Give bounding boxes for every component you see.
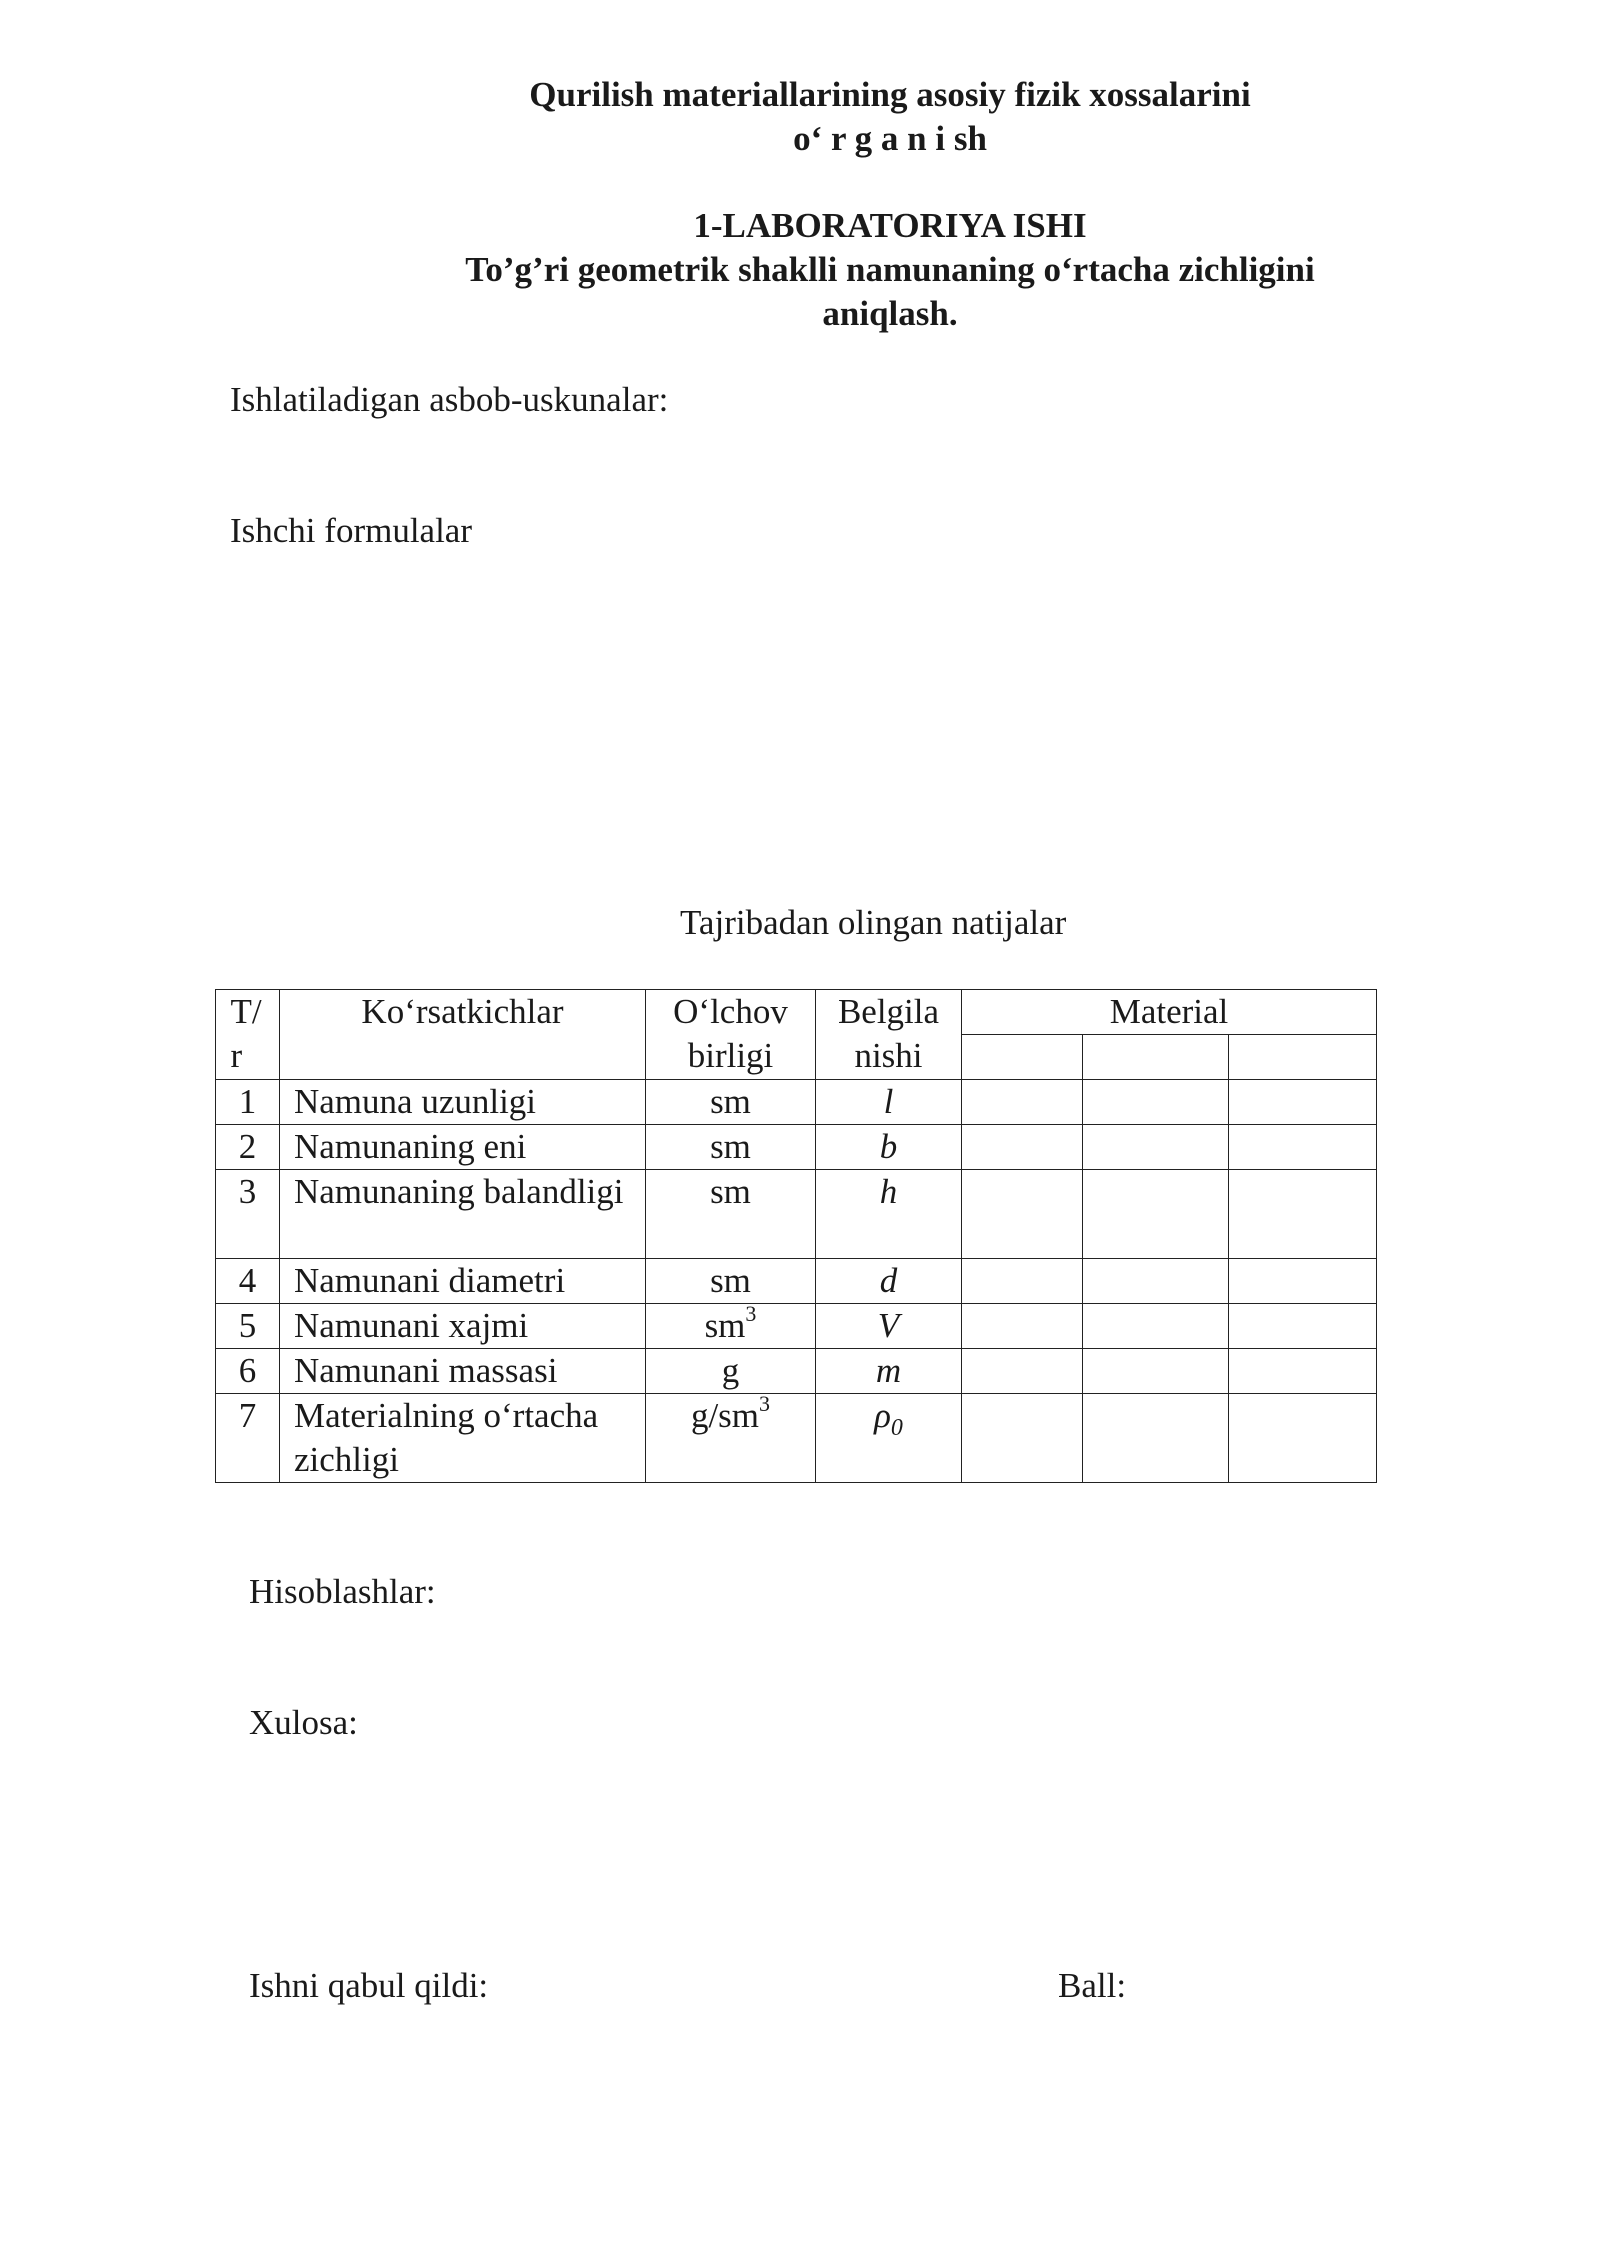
formulas-label: Ishchi formulalar <box>230 511 472 550</box>
material-cell <box>962 1035 1083 1080</box>
table-row <box>216 1080 1377 1125</box>
row-number: 2 <box>216 1125 280 1170</box>
row-indicator: Namunani xajmi <box>280 1304 646 1349</box>
material-cell <box>962 1259 1083 1304</box>
row-unit: sm <box>646 1125 816 1170</box>
material-cell <box>1229 1080 1377 1125</box>
score-label: Ball: <box>1058 1966 1127 2005</box>
row-number: 5 <box>216 1304 280 1349</box>
material-cell <box>1083 1035 1229 1080</box>
row-indicator: Namunani massasi <box>280 1349 646 1394</box>
row-symbol: h <box>816 1170 962 1259</box>
material-cell <box>962 1170 1083 1259</box>
lab-title: 1-LABORATORIYA ISHI <box>693 206 1087 245</box>
results-table <box>215 989 1377 1483</box>
row-number: 7 <box>216 1394 280 1483</box>
lab-subtitle-line-1: To’g’ri geometrik shaklli namunaning o‘rtacha zichligini <box>465 250 1315 289</box>
row-unit: $sm^3$ <box>646 1304 816 1349</box>
results-caption: Tajribadan olingan natijalar <box>680 903 1067 942</box>
row-symbol: m <box>816 1349 962 1394</box>
row-unit: sm <box>646 1259 816 1304</box>
material-cell <box>1229 1349 1377 1394</box>
row-number: 6 <box>216 1349 280 1394</box>
lab-subtitle-line-2: aniqlash. <box>822 294 958 333</box>
row-unit: g <box>646 1349 816 1394</box>
lab-heading <box>380 204 1400 336</box>
material-cell <box>1229 1304 1377 1349</box>
material-cell <box>962 1080 1083 1125</box>
row-indicator: Namuna uzunligi <box>280 1080 646 1125</box>
row-symbol: d <box>816 1259 962 1304</box>
header-index: T/ r <box>216 990 280 1080</box>
row-unit: sm <box>646 1080 816 1125</box>
row-symbol: l <box>816 1080 962 1125</box>
material-cell <box>962 1394 1083 1483</box>
material-cell <box>1083 1259 1229 1304</box>
material-cell <box>1229 1035 1377 1080</box>
row-symbol: b <box>816 1125 962 1170</box>
material-cell <box>1083 1125 1229 1170</box>
material-cell <box>1083 1394 1229 1483</box>
table-row <box>216 1349 1377 1394</box>
row-unit: $g/sm^3$ <box>646 1394 816 1483</box>
title-line-2: o‘ r g a n i sh <box>793 119 987 158</box>
material-cell <box>1229 1170 1377 1259</box>
material-cell <box>1083 1170 1229 1259</box>
material-cell <box>962 1349 1083 1394</box>
header-unit: O‘lchov birligi <box>646 990 816 1080</box>
table-row <box>216 1304 1377 1349</box>
table-row <box>216 1394 1377 1483</box>
material-cell <box>1083 1304 1229 1349</box>
row-indicator: Namunani diametri <box>280 1259 646 1304</box>
table-row <box>216 1259 1377 1304</box>
row-symbol: $\rho_0$ <box>816 1394 962 1483</box>
header-symbol: Belgila nishi <box>816 990 962 1080</box>
table-row <box>216 1125 1377 1170</box>
row-indicator: Materialning o‘rtacha zichligi <box>280 1394 646 1483</box>
material-cell <box>962 1304 1083 1349</box>
material-cell <box>962 1125 1083 1170</box>
material-cell <box>1083 1080 1229 1125</box>
conclusion-label: Xulosa: <box>249 1703 358 1742</box>
material-cell <box>1229 1394 1377 1483</box>
row-unit: sm <box>646 1170 816 1259</box>
header-indicators: Ko‘rsatkichlar <box>280 990 646 1080</box>
accepted-by-label: Ishni qabul qildi: <box>249 1966 489 2005</box>
header-material: Material <box>962 990 1377 1035</box>
row-number: 4 <box>216 1259 280 1304</box>
table-header-row <box>216 990 1377 1035</box>
table-row <box>216 1170 1377 1259</box>
document-title <box>380 73 1400 161</box>
material-cell <box>1083 1349 1229 1394</box>
row-number: 3 <box>216 1170 280 1259</box>
title-line-1: Qurilish materiallarining asosiy fizik xossalarini <box>529 75 1251 114</box>
row-indicator: Namunaning eni <box>280 1125 646 1170</box>
row-symbol: V <box>816 1304 962 1349</box>
equipment-label: Ishlatiladigan asbob-uskunalar: <box>230 380 669 419</box>
row-number: 1 <box>216 1080 280 1125</box>
material-cell <box>1229 1125 1377 1170</box>
material-cell <box>1229 1259 1377 1304</box>
row-indicator: Namunaning balandligi <box>280 1170 646 1259</box>
calculations-label: Hisoblashlar: <box>249 1572 436 1611</box>
